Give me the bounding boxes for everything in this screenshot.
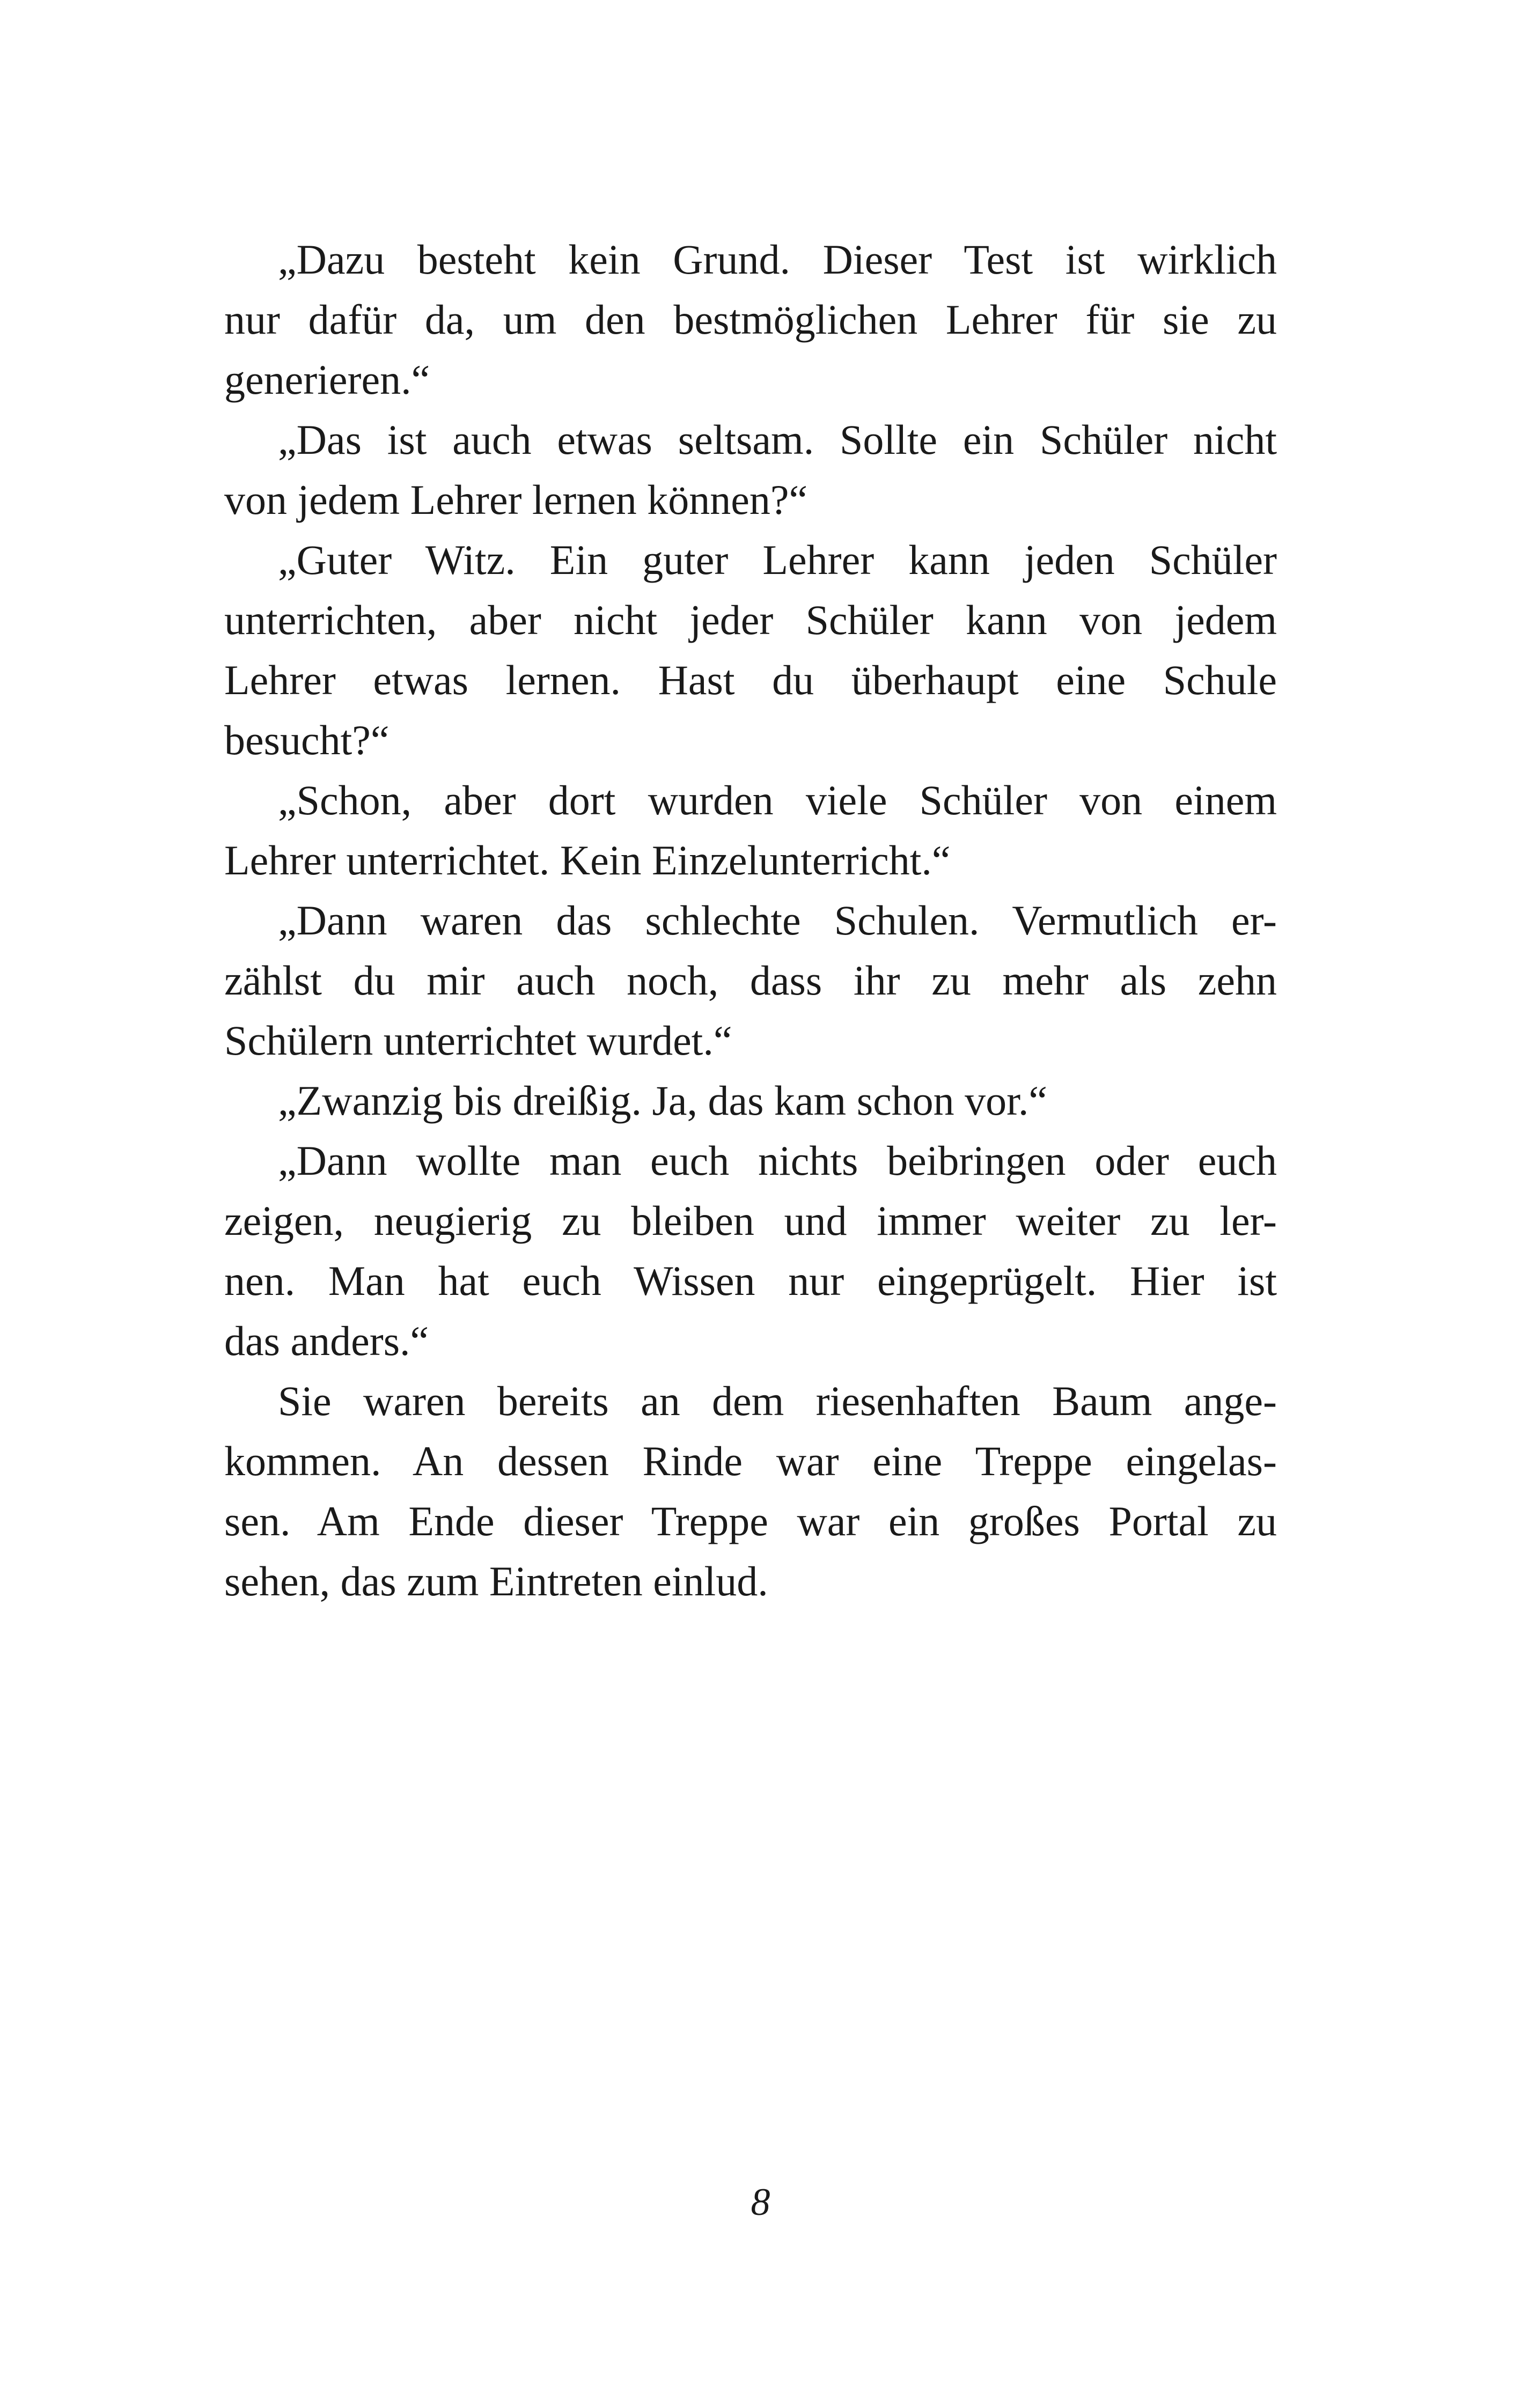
text-line: sehen, das zum Eintreten einlud.: [224, 1558, 768, 1604]
text-line: das anders.“: [224, 1317, 429, 1364]
text-line: besucht?“: [224, 717, 390, 763]
text-line: nur dafür da, um den bestmöglichen Lehrer für sie zu: [224, 296, 1277, 343]
text-line: „Das ist auch etwas seltsam. Sollte ein Schüler nicht: [278, 416, 1277, 463]
text-line: „Dann wollte man euch nichts beibringen oder euch: [278, 1137, 1277, 1184]
text-line: Lehrer etwas lernen. Hast du überhaupt eine Schule: [224, 657, 1277, 703]
page-number: 8: [751, 2181, 770, 2223]
text-line: von jedem Lehrer lernen können?“: [224, 476, 808, 523]
text-line: Sie waren bereits an dem riesenhaften Baum ange-: [278, 1378, 1277, 1424]
text-line: Schülern unterrichtet wurdet.“: [224, 1017, 732, 1064]
text-line: unterrichten, aber nicht jeder Schüler kann von jedem: [224, 597, 1277, 643]
text-line: generieren.“: [224, 356, 430, 403]
text-line: zeigen, neugierig zu bleiben und immer weiter zu ler-: [224, 1197, 1277, 1244]
text-line: „Schon, aber dort wurden viele Schüler von einem: [278, 777, 1277, 823]
text-line: „Dazu besteht kein Grund. Dieser Test ist wirklich: [278, 236, 1277, 283]
text-line: sen. Am Ende dieser Treppe war ein großes Portal zu: [224, 1498, 1277, 1544]
text-line: „Guter Witz. Ein guter Lehrer kann jeden Schüler: [278, 536, 1277, 583]
body-text: [224, 230, 1277, 1611]
text-line: nen. Man hat euch Wissen nur eingeprügelt. Hier ist: [224, 1257, 1277, 1304]
text-line: kommen. An dessen Rinde war eine Treppe eingelas-: [224, 1438, 1277, 1484]
text-line: zählst du mir auch noch, dass ihr zu mehr als zehn: [224, 957, 1277, 1004]
text-line: Lehrer unterrichtet. Kein Einzelunterricht.“: [224, 837, 951, 883]
text-line: „Zwanzig bis dreißig. Ja, das kam schon vor.“: [278, 1077, 1047, 1124]
text-line: „Dann waren das schlechte Schulen. Vermutlich er-: [278, 897, 1277, 944]
